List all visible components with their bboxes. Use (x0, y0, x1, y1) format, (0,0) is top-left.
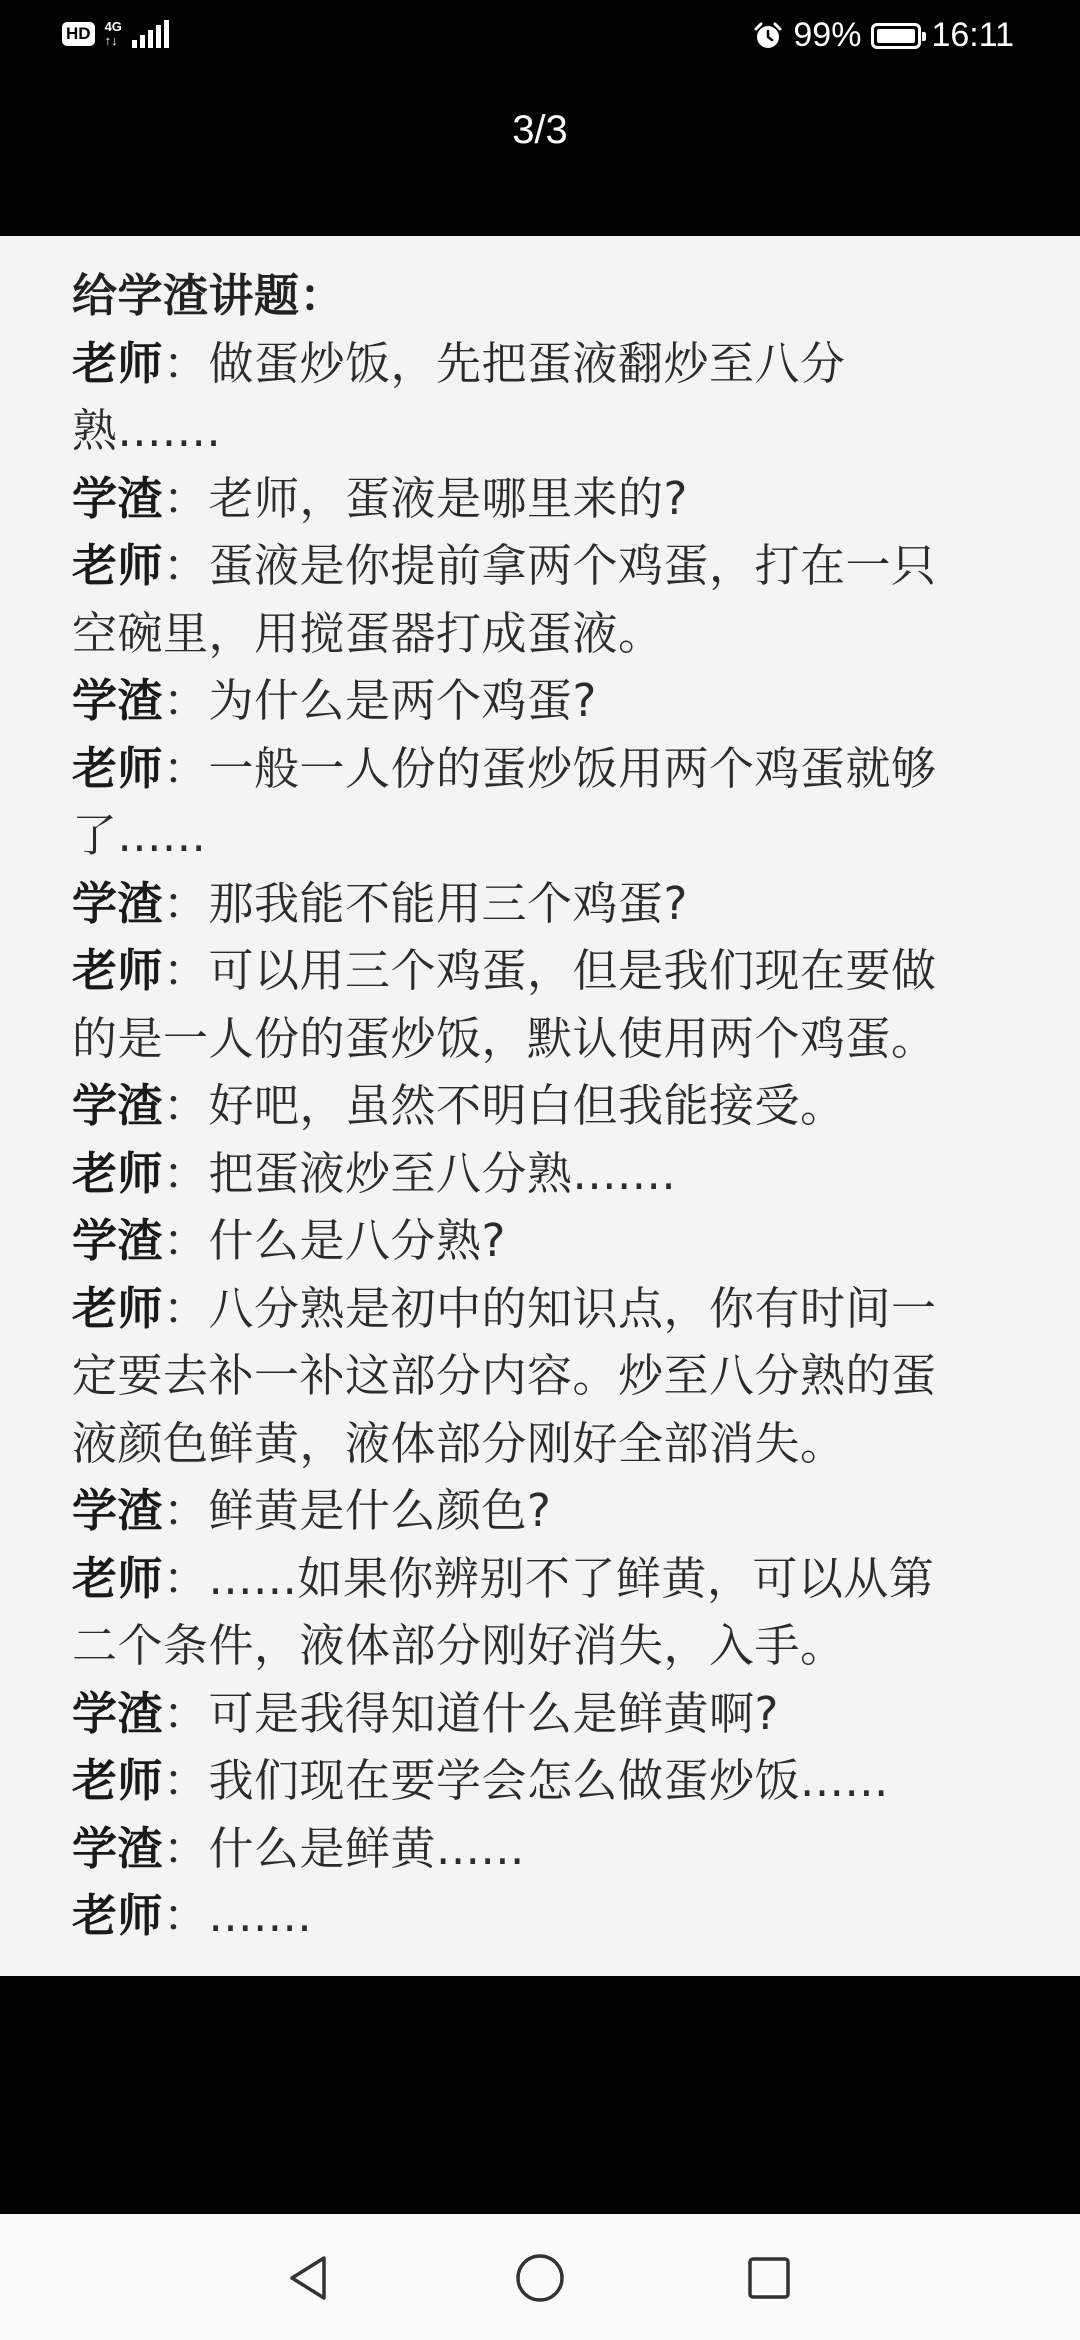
speaker-separator: ： (163, 1281, 209, 1335)
dialogue-text: 可是我得知道什么是鲜黄啊? (208, 1686, 779, 1740)
dialogue-text: 为什么是两个鸡蛋? (208, 674, 597, 727)
back-button[interactable] (282, 2252, 334, 2304)
speaker-label: 学渣 (72, 674, 164, 727)
dialogue-line (72, 1612, 1010, 1680)
speaker-separator: ： (163, 1079, 209, 1132)
hd-icon: HD (62, 22, 95, 46)
speaker-label: 老师 (72, 1551, 164, 1605)
speaker-separator: ： (163, 674, 209, 727)
dialogue-line (72, 1005, 1010, 1073)
dialogue-text: 蛋液是你提前拿两个鸡蛋，打在一只 (208, 539, 937, 592)
speaker-label: 学渣 (72, 1079, 164, 1132)
speaker-label: 老师 (72, 1281, 164, 1335)
speaker-separator: ： (163, 539, 209, 592)
dialogue-text: 鲜黄是什么颜色? (208, 1484, 552, 1537)
dialogue-line (72, 1545, 1010, 1613)
dialogue-text: 一般一人份的蛋炒饭用两个鸡蛋就够 (208, 741, 937, 795)
dialogue-text: 做蛋炒饭，先把蛋液翻炒至八分 (208, 336, 846, 390)
dialogue-text: 那我能不能用三个鸡蛋? (208, 876, 688, 930)
speaker-label: 老师 (72, 1889, 164, 1942)
dialogue-text: 把蛋液炒至八分熟....... (208, 1146, 677, 1200)
signal-icon (132, 20, 169, 48)
dialogue-line (72, 1207, 1010, 1275)
speaker-label: 学渣 (72, 471, 164, 525)
dialogue-text: 老师，蛋液是哪里来的? (208, 471, 688, 525)
network-type-icon (105, 20, 122, 48)
clock: 16:11 (931, 16, 1014, 54)
navigation-bar (0, 2214, 1080, 2340)
page-indicator: 3/3 (512, 108, 568, 152)
speaker-separator: ： (163, 741, 209, 795)
home-icon (514, 2252, 566, 2304)
dialogue-text: ....... (208, 1889, 313, 1942)
speaker-separator: ： (163, 471, 209, 525)
dialogue-line (72, 1680, 1010, 1748)
dialogue-line (72, 1275, 1010, 1343)
speaker-separator: ： (163, 1686, 209, 1740)
dialogue-line (72, 600, 1010, 668)
dialogue-line (72, 1882, 1010, 1950)
dialogue-text: 好吧，虽然不明白但我能接受。 (208, 1079, 846, 1132)
speaker-label: 学渣 (72, 1686, 164, 1740)
speaker-label: 老师 (72, 1146, 164, 1200)
dialogue-line (72, 1410, 1010, 1478)
dialogue-text: 什么是八分熟? (208, 1214, 506, 1267)
dialogue-text: ......如果你辨别不了鲜黄，可以从第 (208, 1551, 935, 1605)
home-button[interactable] (514, 2252, 566, 2304)
dialogue-text: 了...... (72, 809, 207, 862)
speaker-label: 学渣 (72, 1214, 164, 1267)
dialogue-line (72, 1477, 1010, 1545)
dialogue-line (72, 1342, 1010, 1410)
dialogue-line (72, 870, 1010, 938)
speaker-label: 老师 (72, 1754, 164, 1807)
dialogue (72, 330, 1010, 1950)
speaker-separator: ： (163, 944, 209, 997)
dialogue-line (72, 330, 1010, 398)
dialogue-text: 液颜色鲜黄，液体部分刚好全部消失。 (72, 1416, 846, 1470)
dialogue-text: 八分熟是初中的知识点，你有时间一 (208, 1281, 937, 1335)
dialogue-text: 我们现在要学会怎么做蛋炒饭...... (208, 1754, 889, 1807)
dialogue-line (72, 667, 1010, 735)
status-left (62, 20, 169, 48)
speaker-separator: ： (163, 1214, 209, 1267)
network-activity-label: ↑↓ (104, 33, 118, 48)
recents-button[interactable] (743, 2252, 795, 2304)
speaker-separator: ： (163, 1484, 209, 1537)
article-title: 给学渣讲题： (72, 269, 346, 322)
dialogue-line (72, 937, 1010, 1005)
back-icon (286, 2254, 330, 2302)
speaker-separator: ： (163, 1821, 209, 1875)
speaker-separator: ： (163, 1754, 209, 1807)
speaker-label: 老师 (72, 336, 164, 390)
speaker-label: 学渣 (72, 1484, 164, 1537)
status-right (753, 16, 1014, 55)
speaker-label: 老师 (72, 944, 164, 997)
network-type-label: 4G (104, 19, 122, 34)
speaker-label: 学渣 (72, 876, 164, 930)
dialogue-text: 可以用三个鸡蛋，但是我们现在要做 (208, 944, 937, 997)
dialogue-text: 什么是鲜黄...... (208, 1821, 525, 1875)
speaker-separator: ： (163, 336, 209, 390)
speaker-separator: ： (163, 1551, 209, 1605)
dialogue-text: 二个条件，液体部分刚好消失，入手。 (72, 1619, 846, 1672)
image-content[interactable] (0, 236, 1080, 1976)
speaker-label: 老师 (72, 741, 164, 795)
battery-percent: 99% (793, 16, 862, 54)
dialogue-text: 熟....... (72, 404, 222, 457)
dialogue-line (72, 802, 1010, 870)
dialogue-text: 的是一人份的蛋炒饭，默认使用两个鸡蛋。 (72, 1011, 937, 1065)
dialogue-text: 定要去补一补这部分内容。炒至八分熟的蛋 (72, 1349, 937, 1402)
speaker-separator: ： (163, 1889, 209, 1942)
recents-icon (746, 2255, 792, 2301)
dialogue-line (72, 1140, 1010, 1208)
speaker-label: 老师 (72, 539, 164, 592)
dialogue-line (72, 1815, 1010, 1883)
dialogue-line (72, 735, 1010, 803)
battery-icon (871, 23, 921, 49)
battery-fill (877, 29, 915, 43)
dialogue-line (72, 532, 1010, 600)
dialogue-line (72, 465, 1010, 533)
alarm-icon (753, 21, 783, 51)
speaker-separator: ： (163, 876, 209, 930)
dialogue-text: 空碗里，用搅蛋器打成蛋液。 (72, 606, 664, 660)
status-bar (0, 0, 1080, 72)
speaker-separator: ： (163, 1146, 209, 1200)
speaker-label: 学渣 (72, 1821, 164, 1875)
dialogue-line (72, 1747, 1010, 1815)
dialogue-line (72, 1072, 1010, 1140)
dialogue-line (72, 397, 1010, 465)
